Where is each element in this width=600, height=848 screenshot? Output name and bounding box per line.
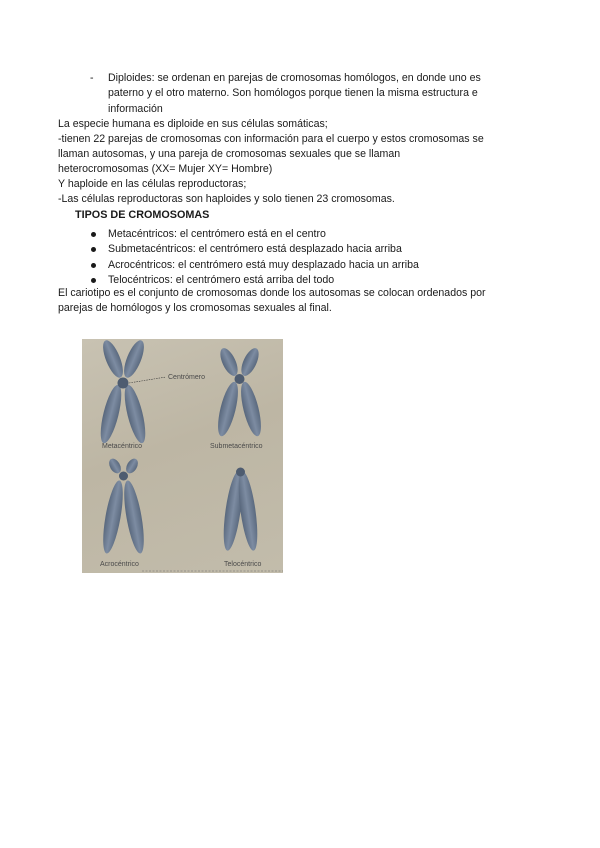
list-item: Submetacéntricos: el centrómero está desplazado hacia arriba [90,242,419,257]
figure-label: Acrocéntrico [100,561,139,568]
diploid-list-item [90,71,520,117]
centromere-label: Centrómero [168,374,205,381]
paragraph-line: -Las células reproductoras son haploides y solo tienen 23 cromosomas. [58,193,395,205]
dash-marker: - [90,72,94,84]
paragraph-line: -tienen 22 parejas de cromosomas con información para el cuerpo y estos cromosomas se [58,133,484,145]
bullet-icon [91,263,96,268]
figure-label: Telocéntrico [224,561,262,568]
paragraph-line: heterocromosomas (XX= Mujer XY= Hombre) [58,163,273,175]
chromosome-types-figure [82,339,283,573]
bullet-icon [91,247,96,252]
paragraph-line: Y haploide en las células reproductoras; [58,178,247,190]
karyotype-line: parejas de homólogos y los cromosomas sexuales al final. [58,302,332,314]
list-item: Metacéntricos: el centrómero está en el centro [90,227,419,242]
chromosome-illustration [82,339,283,573]
bullet-icon [91,278,96,283]
submetacentric-chromosome [214,346,265,438]
telocentric-chromosome [220,468,261,552]
diploid-line: paterno y el otro materno. Son homólogos porque tienen la misma estructura e [108,87,478,100]
diploid-line: información [108,102,163,115]
paragraph-line: La especie humana es diploide en sus células somáticas; [58,118,328,130]
list-item: Telocéntricos: el centrómero está arriba del todo [90,273,419,288]
paragraph-line: llaman autosomas, y una pareja de cromosomas sexuales que se llaman [58,148,401,160]
figure-label: Submetacéntrico [210,443,263,450]
chromosome-types-list [90,227,419,289]
acrocentric-chromosome [99,457,148,555]
karyotype-line: El cariotipo es el conjunto de cromosomas donde los autosomas se colocan ordenados por [58,287,486,299]
section-heading: TIPOS DE CROMOSOMAS [75,209,210,221]
list-item: Acrocéntricos: el centrómero está muy desplazado hacia un arriba [90,258,419,273]
figure-label: Metacéntrico [102,443,143,450]
diploid-line: Diploides: se ordenan en parejas de cromosomas homólogos, en donde uno es [108,72,481,84]
bullet-icon [91,232,96,237]
metacentric-chromosome [96,339,149,445]
